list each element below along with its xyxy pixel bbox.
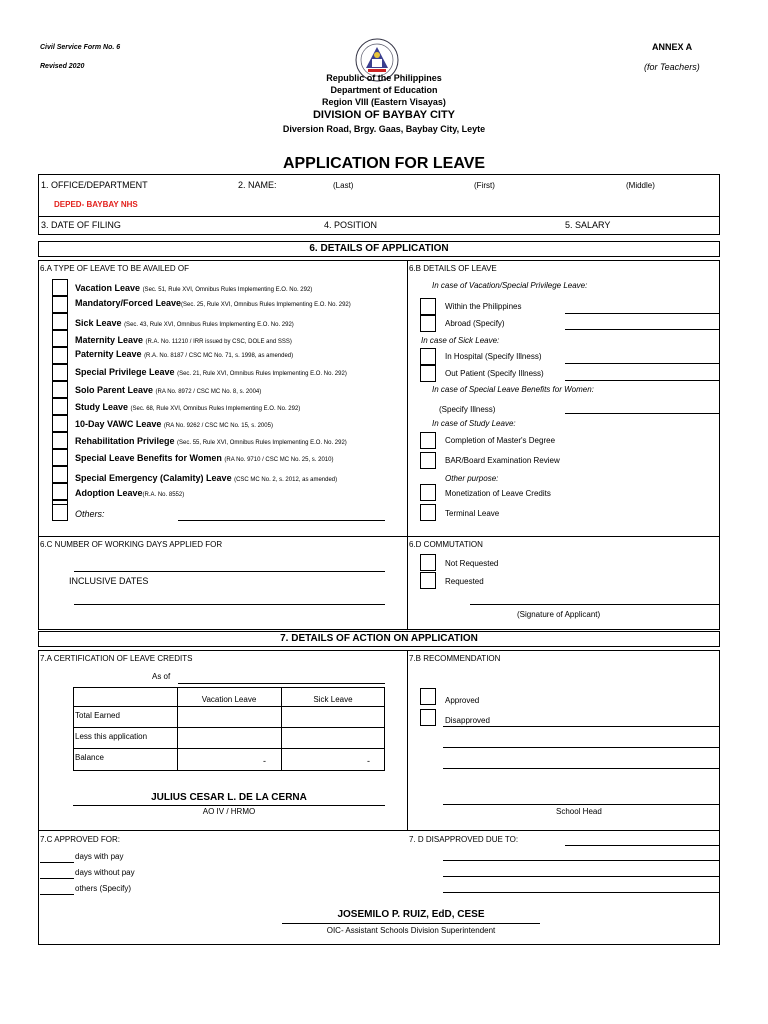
applicant-signature-label: (Signature of Applicant) — [517, 610, 601, 619]
republic-label: Republic of the Philippines — [326, 73, 442, 83]
terminal-leave-label: Terminal Leave — [445, 509, 500, 518]
credits-row-label: Balance — [75, 753, 104, 762]
last-name-label: (Last) — [333, 181, 354, 190]
leave-type-item[interactable]: Sick Leave (Sec. 43, Rule XVI, Omnibus Rules Implementing E.O. No. 292) — [75, 318, 294, 328]
disapproved-due-label: 7. D DISAPPROVED DUE TO: — [409, 835, 519, 844]
sds-signature-line[interactable] — [282, 923, 540, 924]
approved-label: Approved — [445, 696, 480, 705]
position-label: 4. POSITION — [324, 220, 378, 230]
leave-checkbox[interactable] — [52, 432, 68, 449]
inclusive-dates-line[interactable] — [74, 604, 385, 605]
disapproved-label: Disapproved — [445, 716, 490, 725]
requested-checkbox[interactable] — [420, 572, 436, 589]
leave-checkbox[interactable] — [52, 347, 68, 364]
as-of-label: As of — [152, 672, 171, 681]
vacation-case-label: In case of Vacation/Special Privilege Leave: — [432, 281, 588, 290]
outpatient-checkbox[interactable] — [420, 365, 436, 382]
first-name-label: (First) — [474, 181, 495, 190]
applicant-signature-line[interactable] — [470, 604, 720, 605]
sick-case-label: In case of Sick Leave: — [421, 336, 500, 345]
leave-type-item[interactable]: Vacation Leave (Sec. 51, Rule XVI, Omnibus Rules Implementing E.O. No. 292) — [75, 283, 313, 293]
leave-type-item[interactable]: 10-Day VAWC Leave (RA No. 9262 / CSC MC No. 15, s. 2005) — [75, 419, 273, 429]
details-leave-label: 6.B DETAILS OF LEAVE — [409, 264, 497, 273]
hrmo-name: JULIUS CESAR L. DE LA CERNA — [151, 792, 307, 803]
leave-type-item[interactable]: Solo Parent Leave (RA No. 8972 / CSC MC No. 8, s. 2004) — [75, 385, 262, 395]
section6-title: 6. DETAILS OF APPLICATION — [309, 243, 449, 254]
sds-name: JOSEMILO P. RUIZ, EdD, CESE — [337, 909, 485, 920]
leave-checkbox[interactable] — [52, 279, 68, 296]
address-label: Diversion Road, Brgy. Gaas, Baybay City, Leyte — [282, 124, 486, 134]
approved-checkbox[interactable] — [420, 688, 436, 705]
as-of-line[interactable] — [178, 683, 385, 684]
leave-checkbox[interactable] — [52, 466, 68, 483]
other-purpose-label: Other purpose: — [445, 474, 499, 483]
leave-checkbox[interactable] — [52, 364, 68, 381]
leave-type-item[interactable]: Special Privilege Leave (Sec. 21, Rule XVI, Omnibus Rules Implementing E.O. No. 292) — [75, 367, 347, 377]
days-with-pay-line[interactable] — [40, 862, 74, 863]
salary-label: 5. SALARY — [565, 220, 611, 230]
balance-sick-value: - — [367, 756, 370, 766]
recommendation-label: 7.B RECOMMENDATION — [409, 654, 501, 663]
requested-label: Requested — [445, 577, 484, 586]
form-number: Civil Service Form No. 6 — [40, 44, 121, 51]
name-label: 2. NAME: — [238, 180, 277, 190]
bar-review-checkbox[interactable] — [420, 452, 436, 469]
days-with-pay-label: days with pay — [75, 852, 124, 861]
vacation-leave-header: Vacation Leave — [201, 695, 257, 704]
annex-subtitle: (for Teachers) — [644, 62, 700, 72]
department-label: Department of Education — [330, 85, 438, 95]
masters-checkbox[interactable] — [420, 432, 436, 449]
leave-type-item[interactable]: Study Leave (Sec. 68, Rule XVI, Omnibus Rules Implementing E.O. No. 292) — [75, 402, 301, 412]
leave-checkbox[interactable] — [52, 296, 68, 313]
leave-type-label: 6.A TYPE OF LEAVE TO BE AVAILED OF — [40, 264, 189, 273]
monetization-checkbox[interactable] — [420, 484, 436, 501]
study-case-label: In case of Study Leave: — [432, 419, 516, 428]
inclusive-dates-label: INCLUSIVE DATES — [69, 576, 149, 586]
leave-type-item[interactable]: Rehabilitation Privilege (Sec. 55, Rule XVI, Omnibus Rules Implementing E.O. No. 292) — [75, 436, 347, 446]
abroad-checkbox[interactable] — [420, 315, 436, 332]
leave-checkbox[interactable] — [52, 449, 68, 466]
leave-type-item[interactable]: Paternity Leave (R.A. No. 8187 / CSC MC No. 71, s. 1998, as amended) — [75, 349, 294, 359]
others-checkbox[interactable] — [52, 504, 68, 521]
division-label: DIVISION OF BAYBAY CITY — [312, 109, 456, 121]
page-title: APPLICATION FOR LEAVE — [282, 155, 486, 172]
school-head-signature-line[interactable] — [443, 804, 720, 805]
days-without-pay-label: days without pay — [75, 868, 135, 877]
within-ph-label: Within the Philippines — [445, 302, 522, 311]
days-without-pay-line[interactable] — [40, 878, 74, 879]
terminal-leave-checkbox[interactable] — [420, 504, 436, 521]
sds-title: OIC- Assistant Schools Division Superintendent — [326, 926, 496, 935]
middle-name-label: (Middle) — [626, 181, 655, 190]
commutation-label: 6.D COMMUTATION — [409, 540, 483, 549]
specify-illness-label: (Specify Illness) — [439, 405, 496, 414]
sick-leave-header: Sick Leave — [313, 695, 353, 704]
section7-title: 7. DETAILS OF ACTION ON APPLICATION — [280, 633, 478, 644]
leave-checkbox[interactable] — [52, 415, 68, 432]
leave-checkbox[interactable] — [52, 330, 68, 347]
hospital-checkbox[interactable] — [420, 348, 436, 365]
leave-checkbox[interactable] — [52, 313, 68, 330]
leave-type-item[interactable]: Special Emergency (Calamity) Leave (CSC MC No. 2, s. 2012, as amended) — [75, 473, 338, 483]
others-label: Others: — [75, 509, 105, 519]
masters-label: Completion of Master's Degree — [445, 436, 556, 445]
office-label: 1. OFFICE/DEPARTMENT — [41, 180, 148, 190]
hrmo-title: AO IV / HRMO — [202, 807, 256, 816]
credits-row-label: Less this application — [75, 732, 148, 741]
annex-label: ANNEX A — [652, 42, 693, 52]
monetization-label: Monetization of Leave Credits — [445, 489, 551, 498]
hospital-label: In Hospital (Specify Illness) — [445, 352, 542, 361]
office-value[interactable]: DEPED- BAYBAY NHS — [54, 200, 138, 209]
disapproved-checkbox[interactable] — [420, 709, 436, 726]
others-specify-label: others (Specify) — [75, 884, 132, 893]
not-requested-checkbox[interactable] — [420, 554, 436, 571]
leave-type-item[interactable]: Mandatory/Forced Leave(Sec. 25, Rule XVI, Omnibus Rules Implementing E.O. No. 292) — [75, 298, 351, 308]
not-requested-label: Not Requested — [445, 559, 499, 568]
outpatient-label: Out Patient (Specify Illness) — [445, 369, 544, 378]
date-filing-label: 3. DATE OF FILING — [41, 220, 121, 230]
region-label: Region VIII (Eastern Visayas) — [322, 97, 446, 107]
working-days-line[interactable] — [74, 571, 385, 572]
bar-review-label: BAR/Board Examination Review — [445, 456, 560, 465]
leave-checkbox[interactable] — [52, 381, 68, 398]
abroad-label: Abroad (Specify) — [445, 319, 505, 328]
leave-type-item[interactable]: Maternity Leave (R.A. No. 11210 / IRR issued by CSC, DOLE and SSS) — [75, 335, 292, 345]
leave-checkbox[interactable] — [52, 398, 68, 415]
school-head-label: School Head — [556, 807, 602, 816]
certification-label: 7.A CERTIFICATION OF LEAVE CREDITS — [40, 654, 193, 663]
credits-row-label: Total Earned — [75, 711, 120, 720]
revised-date: Revised 2020 — [40, 63, 85, 70]
balance-vacation-value: - — [263, 756, 266, 766]
leave-type-item[interactable]: Special Leave Benefits for Women (RA No. 9710 / CSC MC No. 25, s. 2010) — [75, 453, 334, 463]
working-days-label: 6.C NUMBER OF WORKING DAYS APPLIED FOR — [40, 540, 223, 549]
leave-type-item[interactable]: Adoption Leave(R.A. No. 8552) — [75, 488, 185, 498]
others-specify-line[interactable] — [40, 894, 74, 895]
leave-checkbox[interactable] — [52, 483, 68, 500]
women-case-label: In case of Special Leave Benefits for Women: — [432, 385, 594, 394]
approved-for-label: 7.C APPROVED FOR: — [40, 835, 121, 844]
others-line[interactable] — [178, 520, 385, 521]
within-ph-checkbox[interactable] — [420, 298, 436, 315]
